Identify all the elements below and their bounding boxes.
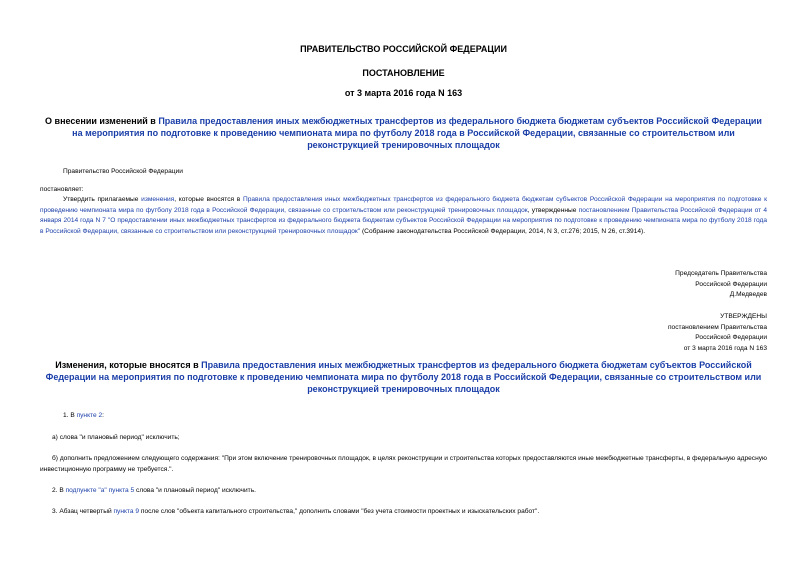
- approval-block: [668, 312, 767, 354]
- signature-block: [675, 269, 767, 301]
- item-1: 1. В пункте 2:: [63, 412, 104, 419]
- document-title: [40, 115, 767, 151]
- changes-title-prefix: Изменения, которые вносятся в: [55, 360, 202, 370]
- signature-position-line1: Председатель Правительства: [675, 270, 767, 277]
- item-1-link[interactable]: пункте 2: [76, 412, 103, 419]
- title-rules-link[interactable]: Правила предоставления иных межбюджетных трансфертов из федерального бюджета бюджетам субъектов Российской Федерации на мероприятия по подготовке к проведению чемпионата мира по футболу 2018 года в Российской Федерации, связанные со строительством или реконструкцией тренировочных площадок: [72, 116, 762, 150]
- title-prefix: О внесении изменений в: [45, 116, 159, 126]
- approval-approved: УТВЕРЖДЕНЫ: [720, 313, 767, 320]
- item-2-link[interactable]: подпункте "а" пункта 5: [65, 487, 135, 494]
- changes-title-rules-link[interactable]: Правила предоставления иных межбюджетных трансфертов из федерального бюджета бюджетам субъектов Российской Федерации на мероприятия по подготовке к проведению чемпионата мира по футболу 2018 года в Российской Федерации, связанные со строительством или реконструкцией тренировочных площадок: [45, 360, 762, 394]
- item-1a: а) слова "и плановый период" исключить;: [52, 434, 180, 441]
- intro-decides: постановляет:: [40, 186, 84, 193]
- document-date-number: от 3 марта 2016 года N 163: [344, 88, 463, 98]
- approval-line4: от 3 марта 2016 года N 163: [683, 344, 767, 352]
- rules-link[interactable]: Правила предоставления иных межбюджетных трансфертов из федерального бюджета бюджетам субъектов Российской Федерации на мероприятия по подготовке к проведению чемпионата мира по футболу 2018 года в Российской Федерации, связанные со строительством или реконструкцией тренировочных площадок: [40, 196, 767, 214]
- item-2: 2. В подпункте "а" пункта 5 слова "и плановый период" исключить.: [52, 487, 256, 494]
- government-heading: ПРАВИТЕЛЬСТВО РОССИЙСКОЙ ФЕДЕРАЦИИ: [300, 44, 507, 54]
- approval-line3: Российской Федерации: [695, 334, 767, 341]
- item-3: 3. Абзац четвертый пункта 9 после слов "объекта капитального строительства," дополнить словами "без учета стоимости проектных и изыскательских работ".: [52, 508, 540, 515]
- signature-position-line2: Российской Федерации: [695, 280, 767, 288]
- approval-line2: постановлением Правительства: [667, 323, 767, 331]
- resolution-7-link[interactable]: постановлением Правительства Российской Федерации от 4 января 2014 года N 7 "О предоставлении иных межбюджетных трансфертов из федерального бюджета бюджетам субъектов Российской Федерации на мероприятия по подготовке к проведению чемпионата мира по футболу 2018 года в Российской Федерации, связанные со строительством или реконструкцией тренировочных площадок": [40, 206, 767, 235]
- item-1b: б) дополнить предложением следующего содержания: "При этом включение тренировочных площадок, в целях реконструкции и строительства которых предоставляются иные межбюджетные трансферты, в федеральную адресную инвестиционную программу не требуется.".: [40, 455, 767, 473]
- item-3-link[interactable]: пункта 9: [113, 508, 140, 515]
- changes-title: [45, 359, 762, 395]
- intro-government: Правительство Российской Федерации: [63, 168, 183, 175]
- document-type: ПОСТАНОВЛЕНИЕ: [362, 68, 445, 78]
- resolution-paragraph: Утвердить прилагаемые изменения, которые вносятся в Правила предоставления иных межбюджетных трансфертов из федерального бюджета бюджетам субъектов Российской Федерации на мероприятия по подготовке к проведению чемпионата мира по футболу 2018 года в Российской Федерации, связанные со строительством или реконструкцией тренировочных площадок, утвержденные постановлением Правительства Российской Федерации от 4 января 2014 года N 7 "О предоставлении иных межбюджетных трансфертов из федерального бюджета бюджетам субъектов Российской Федерации на мероприятия по подготовке к проведению чемпионата мира по футболу 2018 года в Российской Федерации, связанные со строительством или реконструкцией тренировочных площадок" (Собрание законодательства Российской Федерации, 2014, N 3, ст.276; 2015, N 26, ст.3914).: [40, 196, 767, 235]
- signature-name: Д.Медведев: [729, 291, 767, 298]
- changes-link[interactable]: изменения: [141, 196, 175, 203]
